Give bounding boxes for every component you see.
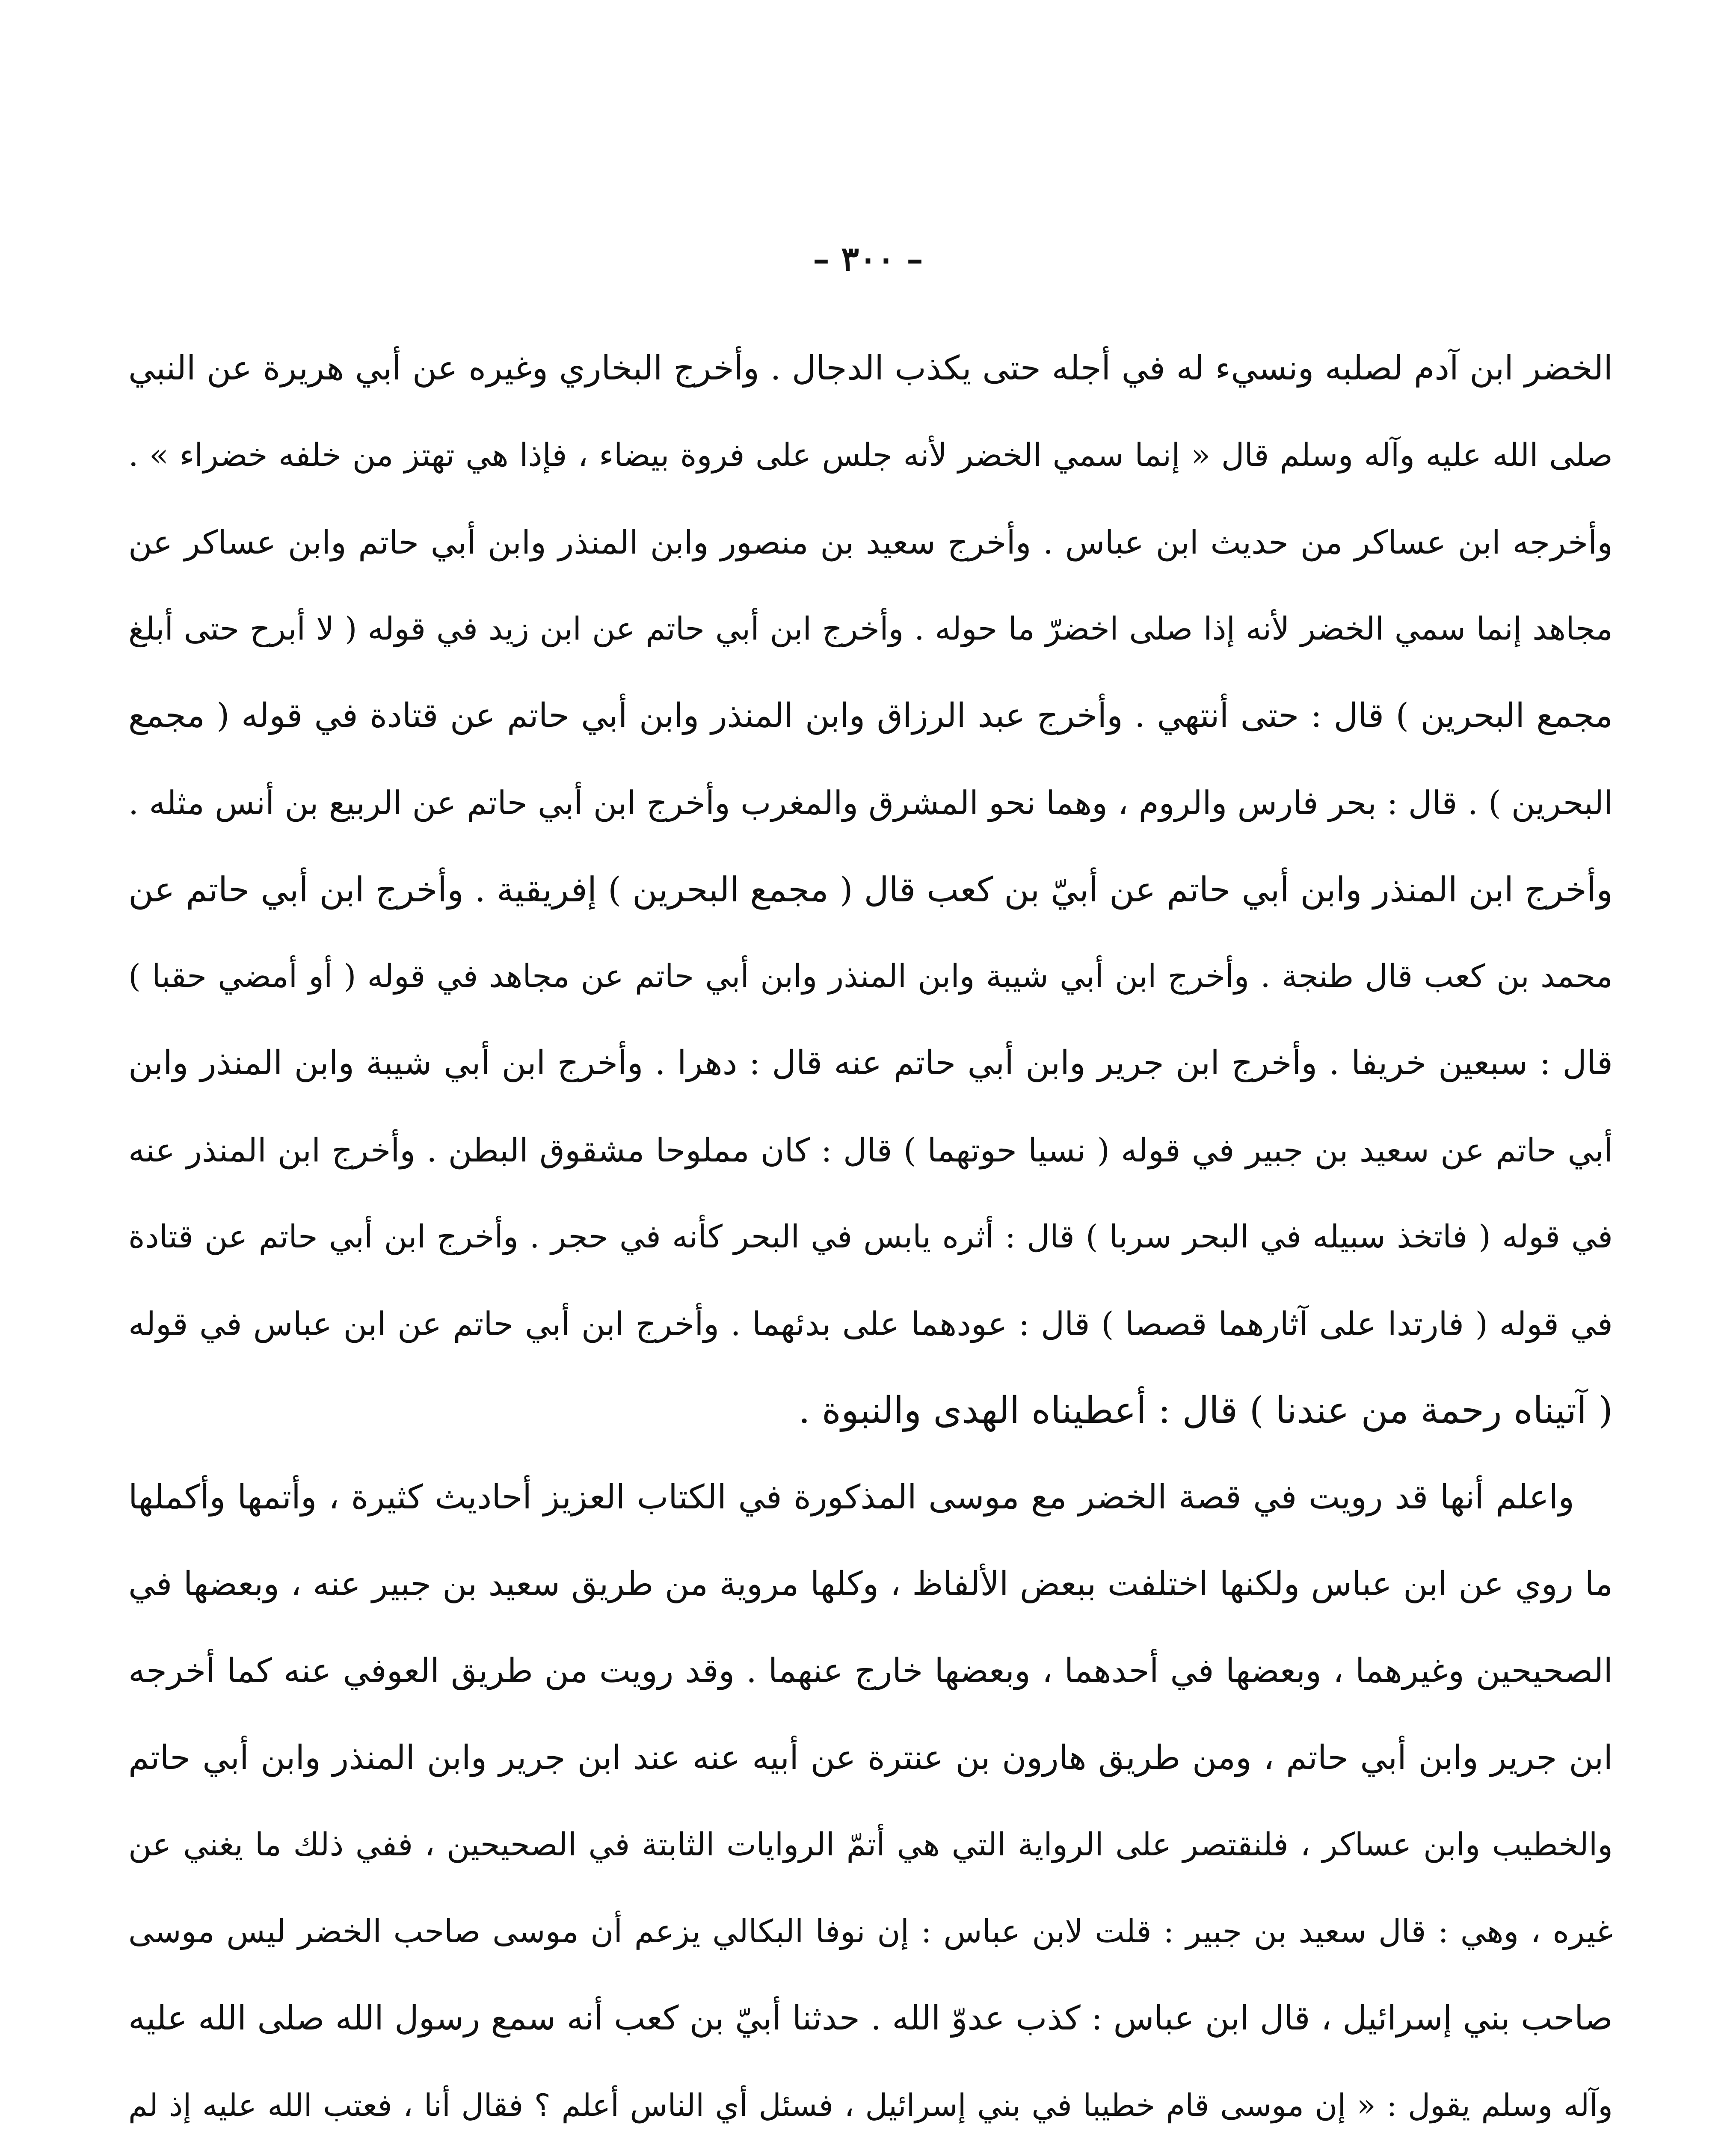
text-line: الصحيحين وغيرهما ، وبعضها في أحدهما ، وبعضها خارج عنهما . وقد رويت من طريق العوفي عنه كما أخرجه	[128, 1652, 1613, 1690]
text-line: أبي حاتم عن سعيد بن جبير في قوله ( نسيا حوتهما ) قال : كان مملوحا مشقوق البطن . وأخرج ابن المنذر عنه	[128, 1131, 1613, 1169]
text-line: قال : سبعين خريفا . وأخرج ابن جرير وابن أبي حاتم عنه قال : دهرا . وأخرج ابن أبي شيبة وابن المنذر وابن	[128, 1044, 1613, 1082]
text-line-paragraph-end: ( آتيناه رحمة من عندنا ) قال : أعطيناه الهدى والنبوة .	[798, 1389, 1613, 1432]
page-number: – ٣٠٠ –	[813, 240, 923, 278]
text-line: والخطيب وابن عساكر ، فلنقتصر على الرواية التي هي أتمّ الروايات الثابتة في الصحيحين ، ففي ذلك ما يغني عن	[128, 1826, 1613, 1863]
text-line: في قوله ( فاتخذ سبيله في البحر سربا ) قال : أثره يابس في البحر كأنه في حجر . وأخرج ابن أبي حاتم عن قتادة	[128, 1218, 1613, 1255]
text-line: ابن جرير وابن أبي حاتم ، ومن طريق هارون بن عنترة عن أبيه عنه عند ابن جرير وابن المنذر وابن أبي حاتم	[128, 1739, 1613, 1777]
text-line: صلى الله عليه وآله وسلم قال « إنما سمي الخضر لأنه جلس على فروة بيضاء ، فإذا هي تهتز من خلفه خضراء » .	[128, 437, 1613, 474]
text-line: مجاهد إنما سمي الخضر لأنه إذا صلى اخضرّ ما حوله . وأخرج ابن أبي حاتم عن ابن زيد في قوله ( لا أبرح حتى أبلغ	[128, 610, 1613, 647]
text-line-paragraph-start: واعلم أنها قد رويت في قصة الخضر مع موسى المذكورة في الكتاب العزيز أحاديث كثيرة ، وأتمها وأكملها	[128, 1478, 1574, 1517]
body-text	[128, 325, 1613, 2139]
text-line: وأخرج ابن المنذر وابن أبي حاتم عن أبيّ بن كعب قال ( مجمع البحرين ) إفريقية . وأخرج ابن أبي حاتم عن	[128, 870, 1613, 910]
text-line: مجمع البحرين ) قال : حتى أنتهي . وأخرج عبد الرزاق وابن المنذر وابن أبي حاتم عن قتادة في قوله ( مجمع	[128, 696, 1613, 735]
text-line: في قوله ( فارتدا على آثارهما قصصا ) قال : عودهما على بدئهما . وأخرج ابن أبي حاتم عن ابن عباس في قوله	[128, 1305, 1613, 1343]
text-line: ما روي عن ابن عباس ولكنها اختلفت ببعض الألفاظ ، وكلها مروية من طريق سعيد بن جبير عنه ، وبعضها في	[128, 1565, 1613, 1603]
text-line: وآله وسلم يقول : « إن موسى قام خطيبا في بني إسرائيل ، فسئل أي الناس أعلم ؟ فقال أنا ، فعتب الله عليه إذ لم	[128, 2087, 1613, 2123]
text-line: البحرين ) . قال : بحر فارس والروم ، وهما نحو المشرق والمغرب وأخرج ابن أبي حاتم عن الربيع بن أنس مثله .	[128, 784, 1613, 822]
text-line: صاحب بني إسرائيل ، قال ابن عباس : كذب عدوّ الله . حدثنا أبيّ بن كعب أنه سمع رسول الله صلى الله عليه	[128, 1999, 1613, 2038]
text-line: الخضر ابن آدم لصلبه ونسيء له في أجله حتى يكذب الدجال . وأخرج البخاري وغيره عن أبي هريرة عن النبي	[128, 349, 1613, 388]
text-line: غيره ، وهي : قال سعيد بن جبير : قلت لابن عباس : إن نوفا البكالي يزعم أن موسى صاحب الخضر ليس موسى	[128, 1913, 1613, 1950]
text-line: محمد بن كعب قال طنجة . وأخرج ابن أبي شيبة وابن المنذر وابن أبي حاتم عن مجاهد في قوله ( أو أمضي حقبا )	[128, 958, 1613, 995]
text-line: وأخرجه ابن عساكر من حديث ابن عباس . وأخرج سعيد بن منصور وابن المنذر وابن أبي حاتم وابن عساكر عن	[128, 523, 1613, 561]
